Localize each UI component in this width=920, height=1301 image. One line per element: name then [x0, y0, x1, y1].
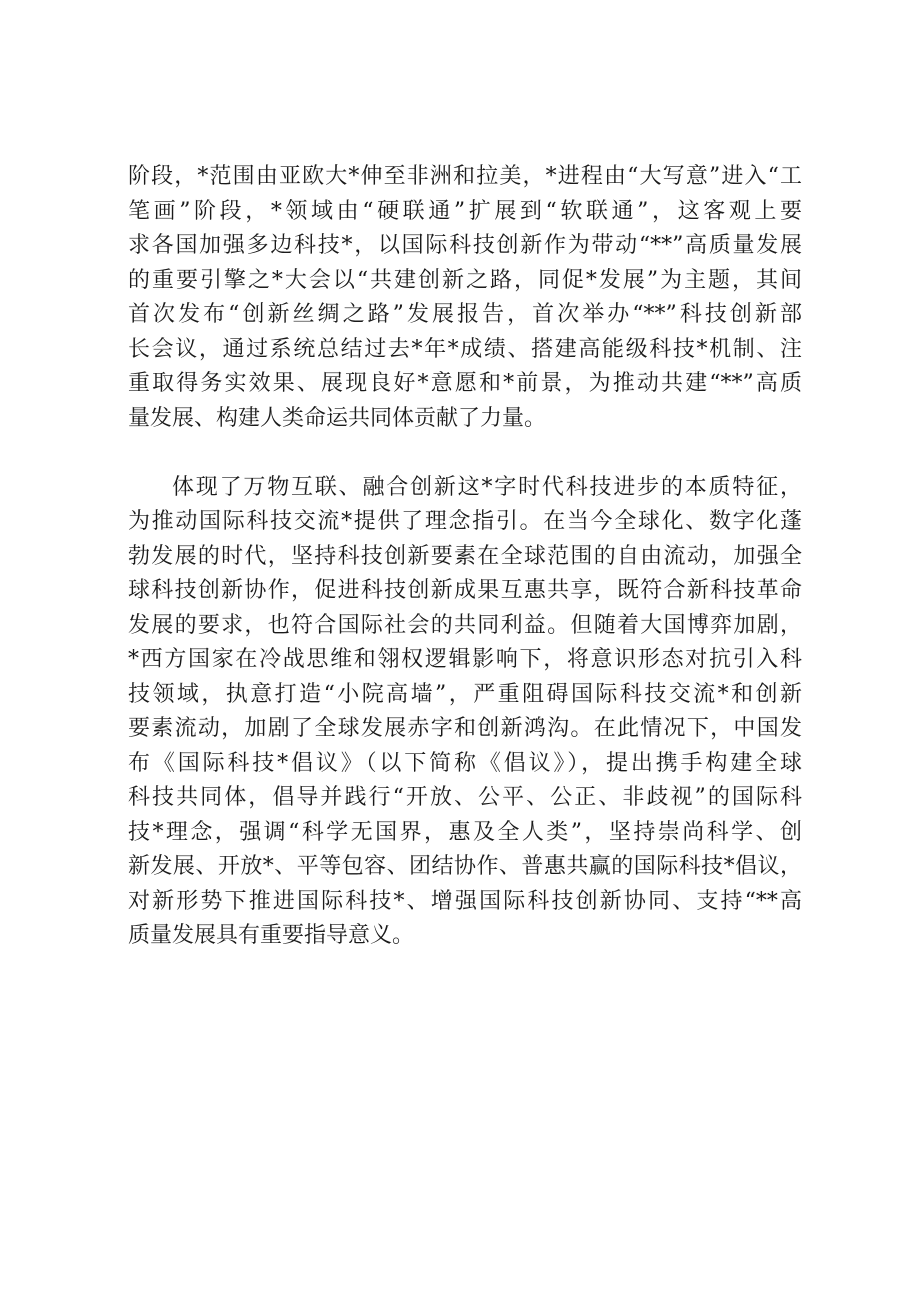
text-line: 求各国加强多边科技*，以国际科技创新作为带动“**”高质量发展 [128, 233, 802, 258]
text-line: 新发展、开放*、平等包容、团结协作、普惠共赢的国际科技*倡议， [128, 854, 802, 879]
text-line: 科技共同体，倡导并践行“开放、公平、公正、非歧视”的国际科 [128, 785, 802, 810]
text-line: 阶段，*范围由亚欧大*伸至非洲和拉美，*进程由“大写意”进入“工 [128, 164, 802, 189]
text-line: 发展的要求，也符合国际社会的共同利益。但随着大国博弈加剧， [128, 612, 802, 638]
text-line: 技领域，执意打造“小院高墙”，严重阻碍国际科技交流*和创新 [128, 681, 802, 707]
text-line: 为推动国际科技交流*提供了理念指引。在当今全球化、数字化蓬 [128, 509, 802, 534]
paragraph-2 [128, 471, 802, 954]
text-line: 的重要引擎之*大会以“共建创新之路，同促*发展”为主题，其间 [128, 267, 802, 293]
text-line: 量发展、构建人类命运共同体贡献了力量。 [128, 405, 547, 431]
text-line: *西方国家在冷战思维和翎权逻辑影响下，将意识形态对抗引入科 [128, 647, 802, 672]
text-line: 勃发展的时代，坚持科技创新要素在全球范围的自由流动，加强全 [128, 543, 802, 569]
text-line: 球科技创新协作，促进科技创新成果互惠共享，既符合新科技革命 [128, 578, 802, 603]
text-line: 对新形势下推进国际科技*、增强国际科技创新协同、支持“**高 [128, 888, 802, 914]
text-line: 笔画”阶段，*领域由“硬联通”扩展到“软联通”，这客观上要 [128, 198, 802, 224]
paragraph-1 [128, 160, 802, 436]
text-line: 重取得务实效果、展现良好*意愿和*前景，为推动共建“**”高质 [128, 371, 802, 396]
body-text [128, 160, 802, 954]
text-line: 要素流动，加剧了全球发展赤字和创新鸿沟。在此情况下，中国发 [128, 716, 802, 741]
text-line: 体现了万物互联、融合创新这*字时代科技进步的本质特征， [172, 474, 802, 500]
text-line: 长会议，通过系统总结过去*年*成绩、搭建高能级科技*机制、注 [128, 336, 802, 362]
text-line: 技*理念，强调“科学无国界，惠及全人类”，坚持崇尚科学、创 [128, 819, 802, 845]
text-line: 质量发展具有重要指导意义。 [128, 923, 415, 948]
paragraph-spacer [128, 436, 802, 471]
text-line: 布《国际科技*倡议》（以下简称《倡议》），提出携手构建全球 [128, 750, 802, 776]
text-line: 首次发布“创新丝绸之路”发展报告，首次举办“**”科技创新部 [128, 302, 802, 327]
